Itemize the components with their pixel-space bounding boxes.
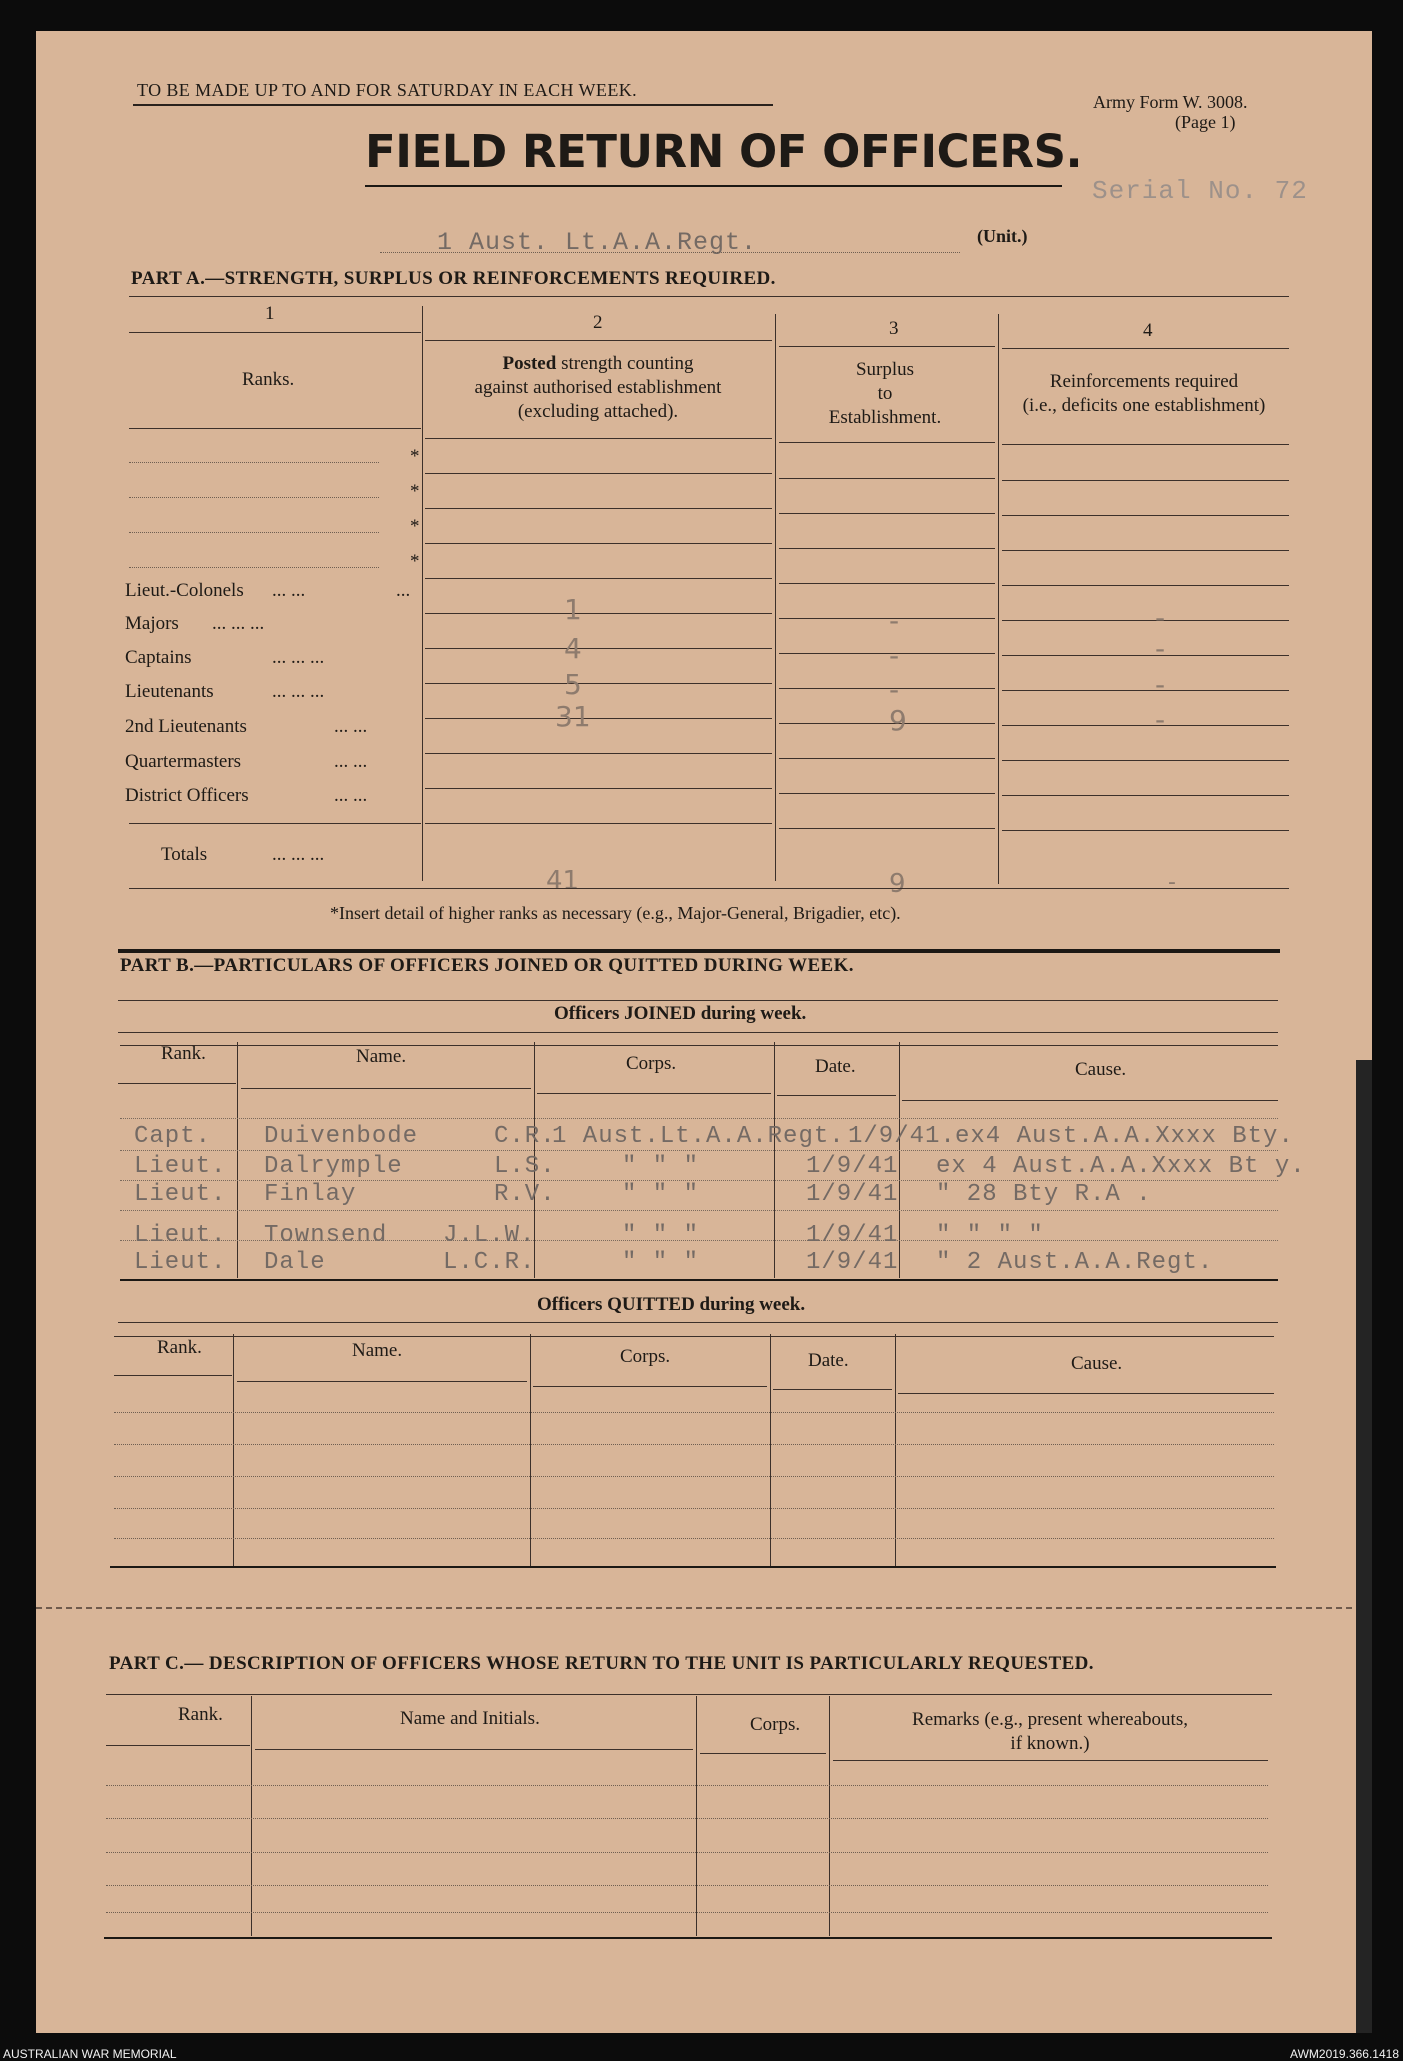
rule xyxy=(104,1937,1272,1939)
part-a-footnote: *Insert detail of higher ranks as necessary (e.g., Major-General, Brigadier, etc). xyxy=(330,903,901,923)
col-number-3: 3 xyxy=(889,318,899,339)
rule xyxy=(120,1150,1278,1151)
unit-underline xyxy=(380,252,960,253)
blank-rank-line xyxy=(129,497,379,498)
surplus-header-line3: Establishment. xyxy=(828,407,942,428)
reinf-captains: - xyxy=(1155,668,1166,701)
joined-date: 1/9/41 xyxy=(806,1153,899,1180)
col-divider xyxy=(237,1042,238,1278)
rank-captains: Captains xyxy=(125,647,192,668)
rule xyxy=(779,723,995,724)
rule xyxy=(129,888,1289,889)
quitted-col-name: Name. xyxy=(352,1340,403,1361)
col-divider xyxy=(899,1042,900,1278)
joined-name: Finlay xyxy=(264,1181,357,1208)
quitted-col-date: Date. xyxy=(808,1350,849,1371)
rule xyxy=(114,1444,1274,1445)
part-c-col-corps: Corps. xyxy=(750,1714,801,1735)
col-divider xyxy=(233,1334,234,1566)
joined-name: Dalrymple xyxy=(264,1153,403,1180)
joined-date: 1/9/41. xyxy=(848,1123,956,1150)
reinf-header-line2: (i.e., deficits one establishment) xyxy=(1022,395,1266,416)
rank-quartermasters: Quartermasters xyxy=(125,751,242,772)
rule xyxy=(425,823,772,824)
rule xyxy=(106,1745,250,1746)
rule xyxy=(700,1753,826,1754)
rule xyxy=(779,583,995,584)
quitted-col-cause: Cause. xyxy=(1071,1353,1123,1374)
joined-rank: Capt. xyxy=(134,1123,212,1150)
reinf-majors: - xyxy=(1155,632,1166,665)
joined-rank: Lieut. xyxy=(134,1249,227,1276)
rule xyxy=(779,828,995,829)
surplus-majors: - xyxy=(889,639,900,672)
col-reinf-header xyxy=(998,370,1290,418)
rule xyxy=(833,1760,1268,1761)
col-divider xyxy=(251,1696,252,1936)
rule xyxy=(1002,585,1289,586)
joined-corps: " " " xyxy=(622,1249,700,1276)
rule xyxy=(898,1393,1274,1394)
rule xyxy=(779,793,995,794)
rule xyxy=(106,1694,1272,1695)
rule xyxy=(425,648,772,649)
rank-leader: ... ... xyxy=(334,751,368,772)
joined-corps: " " " xyxy=(622,1181,700,1208)
star-marker: * xyxy=(410,481,420,502)
instruction-underline xyxy=(133,104,773,106)
joined-corps: " " " xyxy=(622,1153,700,1180)
unit-name: 1 Aust. Lt.A.A.Regt. xyxy=(437,228,758,257)
rule xyxy=(129,823,421,824)
rank-leader: ... ... ... xyxy=(272,681,325,702)
binding-strip xyxy=(1356,1060,1372,2033)
rule xyxy=(425,438,772,439)
joined-initials: L.C.R. xyxy=(443,1249,536,1276)
part-b-title: PART B.—PARTICULARS OF OFFICERS JOINED OR QUITTED DURING WEEK. xyxy=(120,955,854,976)
rule xyxy=(425,718,772,719)
joined-initials: L.S. xyxy=(494,1153,556,1180)
rule xyxy=(120,1210,1278,1211)
reinf-lieutenants: - xyxy=(1155,703,1166,736)
rule xyxy=(1002,830,1289,831)
rule xyxy=(114,1476,1274,1477)
joined-cause: " 2 Aust.A.A.Regt. xyxy=(936,1249,1214,1276)
rule xyxy=(1002,444,1289,445)
part-c-col-rank: Rank. xyxy=(178,1704,223,1725)
joined-name: Duivenbode xyxy=(264,1123,419,1150)
rule xyxy=(110,1566,1276,1568)
rank-2nd-lieutenants: 2nd Lieutenants xyxy=(125,716,247,737)
joined-rank: Lieut. xyxy=(134,1153,227,1180)
part-c-title: PART C.— DESCRIPTION OF OFFICERS WHOSE RETURN TO THE UNIT IS PARTICULARLY REQUESTED. xyxy=(109,1653,1094,1674)
col-surplus-header xyxy=(780,358,990,430)
col-ranks-header: Ranks. xyxy=(242,369,295,390)
rule xyxy=(425,543,772,544)
rule xyxy=(777,1095,896,1096)
star-marker: * xyxy=(410,551,420,572)
rule xyxy=(779,688,995,689)
joined-corps: " " " xyxy=(622,1222,700,1249)
part-c-col-name: Name and Initials. xyxy=(400,1708,540,1729)
rule xyxy=(425,753,772,754)
rule xyxy=(779,653,995,654)
joined-date: 1/9/41 xyxy=(806,1249,899,1276)
section-divider xyxy=(118,949,1280,953)
joined-col-date: Date. xyxy=(815,1056,856,1077)
rule xyxy=(779,346,995,347)
col-divider xyxy=(895,1334,896,1566)
col-posted-header xyxy=(428,352,768,424)
surplus-captains: - xyxy=(889,673,900,706)
rule xyxy=(1002,760,1289,761)
posted-header-line1 xyxy=(428,352,768,376)
rule xyxy=(118,1032,1278,1033)
rule xyxy=(425,613,772,614)
reinf-lieut-colonels: - xyxy=(1155,601,1166,634)
rank-lieutenants: Lieutenants xyxy=(125,681,214,702)
posted-captains: 5 xyxy=(564,668,582,701)
rule xyxy=(106,1885,1268,1886)
col-divider xyxy=(829,1696,830,1936)
rule xyxy=(779,548,995,549)
rule xyxy=(106,1912,1268,1913)
part-a-top-rule xyxy=(129,296,1289,297)
rule xyxy=(425,473,772,474)
joined-cause: ex4 Aust.A.A.Xxxx Bty. xyxy=(955,1123,1294,1150)
posted-bold: Posted xyxy=(502,353,557,374)
blank-rank-line xyxy=(129,567,379,568)
rule xyxy=(425,340,772,341)
rank-leader: ... ... ... xyxy=(212,613,265,634)
form-number: Army Form W. 3008. xyxy=(1093,92,1248,112)
joined-corps: 1 Aust.Lt.A.A.Regt. xyxy=(552,1123,845,1150)
col-divider xyxy=(774,1042,775,1278)
remarks-line1: Remarks (e.g., present whereabouts, xyxy=(912,1709,1188,1730)
surplus-header-line1: Surplus xyxy=(855,359,915,380)
rule xyxy=(779,618,995,619)
form-title: FIELD RETURN OF OFFICERS. xyxy=(365,125,1083,178)
rule xyxy=(533,1386,767,1387)
rule xyxy=(241,1088,531,1089)
rule xyxy=(425,578,772,579)
rank-leader: ... ... ... xyxy=(272,647,325,668)
footer-accession: AWM2019.366.1418 xyxy=(1290,2047,1399,2061)
quitted-heading: Officers QUITTED during week. xyxy=(537,1294,806,1315)
rank-district-officers: District Officers xyxy=(125,785,249,806)
title-underline xyxy=(365,185,1062,187)
rule xyxy=(106,1852,1268,1853)
page-number: (Page 1) xyxy=(1175,112,1236,132)
rule xyxy=(779,758,995,759)
rule xyxy=(114,1508,1274,1509)
blank-rank-line xyxy=(129,532,379,533)
rule xyxy=(425,508,772,509)
surplus-header-line2: to xyxy=(877,383,893,404)
joined-rank: Lieut. xyxy=(134,1181,227,1208)
rule xyxy=(779,478,995,479)
blank-rank-line xyxy=(129,462,379,463)
joined-col-rank: Rank. xyxy=(161,1043,206,1064)
rank-leader: ... ... xyxy=(334,716,368,737)
joined-cause: " " " " xyxy=(936,1222,1044,1249)
perforation-line xyxy=(36,1607,1372,1609)
total-reinf: - xyxy=(1168,870,1176,895)
rule xyxy=(114,1336,1274,1337)
remarks-line2: if known.) xyxy=(1010,1733,1090,1754)
rule xyxy=(118,1083,236,1084)
total-posted: 41 xyxy=(546,866,580,896)
rule xyxy=(1002,690,1289,691)
rule xyxy=(1002,515,1289,516)
col-divider xyxy=(696,1696,697,1936)
joined-rank: Lieut. xyxy=(134,1222,227,1249)
totals-leader: ... ... ... xyxy=(272,844,325,865)
joined-initials: C.R. xyxy=(494,1123,556,1150)
rule xyxy=(129,332,421,333)
rule xyxy=(425,683,772,684)
posted-lieutenants: 31 xyxy=(555,700,591,733)
rule xyxy=(537,1093,771,1094)
col-divider xyxy=(530,1334,531,1566)
joined-initials: J.L.W. xyxy=(443,1222,536,1249)
joined-col-cause: Cause. xyxy=(1075,1059,1127,1080)
part-c-col-remarks xyxy=(835,1708,1265,1756)
rule xyxy=(237,1381,527,1382)
posted-majors: 4 xyxy=(564,632,582,665)
col-number-2: 2 xyxy=(593,312,603,333)
rank-leader: ... xyxy=(396,580,411,601)
joined-col-name: Name. xyxy=(356,1046,407,1067)
joined-date: 1/9/41 xyxy=(806,1222,899,1249)
surplus-lieutenants: 9 xyxy=(889,704,907,737)
joined-name: Townsend xyxy=(264,1222,388,1249)
rule xyxy=(1002,795,1289,796)
rule xyxy=(773,1389,892,1390)
rule xyxy=(118,1000,1278,1001)
rule xyxy=(114,1412,1274,1413)
reinf-header-line1: Reinforcements required xyxy=(1049,371,1239,392)
joined-cause: ex 4 Aust.A.A.Xxxx Bt y. xyxy=(936,1153,1306,1180)
col-number-1: 1 xyxy=(265,303,275,324)
rule xyxy=(255,1749,693,1750)
rule xyxy=(779,442,995,443)
total-surplus: 9 xyxy=(889,869,906,899)
col-number-4: 4 xyxy=(1143,320,1153,341)
rank-lieut-colonels: Lieut.-Colonels xyxy=(125,580,244,601)
posted-header-line2: against authorised establishment xyxy=(474,377,722,398)
posted-rest: strength counting xyxy=(556,353,694,374)
rule xyxy=(1002,655,1289,656)
col-divider xyxy=(770,1334,771,1566)
rule xyxy=(425,788,772,789)
totals-label: Totals xyxy=(161,844,208,865)
posted-header-line3: (excluding attached). xyxy=(517,401,679,422)
rank-leader: ... ... xyxy=(272,580,306,601)
joined-date: 1/9/41 xyxy=(806,1181,899,1208)
col-divider-1 xyxy=(422,306,423,881)
rule xyxy=(1002,480,1289,481)
rule xyxy=(120,1279,1278,1281)
rule xyxy=(1002,550,1289,551)
rule xyxy=(1002,348,1289,349)
rule xyxy=(1002,725,1289,726)
rule xyxy=(106,1785,1268,1786)
unit-label: (Unit.) xyxy=(977,226,1028,246)
quitted-col-corps: Corps. xyxy=(620,1346,671,1367)
rule xyxy=(902,1100,1278,1101)
rule xyxy=(1002,620,1289,621)
rule xyxy=(118,1322,1278,1323)
footer-credit: AUSTRALIAN WAR MEMORIAL xyxy=(3,2047,177,2061)
quitted-col-rank: Rank. xyxy=(157,1337,202,1358)
rule xyxy=(779,513,995,514)
star-marker: * xyxy=(410,516,420,537)
rule xyxy=(114,1375,232,1376)
rule xyxy=(120,1118,1278,1119)
instruction-text: TO BE MADE UP TO AND FOR SATURDAY IN EACH WEEK. xyxy=(137,80,638,100)
col-divider-2 xyxy=(775,314,776,881)
star-marker: * xyxy=(410,446,420,467)
rule xyxy=(114,1538,1274,1539)
posted-lieut-colonels: 1 xyxy=(564,593,582,626)
joined-heading: Officers JOINED during week. xyxy=(554,1003,807,1024)
rule xyxy=(106,1818,1268,1819)
rank-leader: ... ... xyxy=(334,785,368,806)
rule xyxy=(120,1045,1278,1046)
form-sheet xyxy=(36,31,1372,2033)
serial-number: Serial No. 72 xyxy=(1092,176,1308,206)
surplus-lieut-colonels: - xyxy=(889,604,900,637)
part-a-title: PART A.—STRENGTH, SURPLUS OR REINFORCEMENTS REQUIRED. xyxy=(131,268,776,289)
rank-majors: Majors xyxy=(125,613,179,634)
joined-name: Dale xyxy=(264,1249,326,1276)
joined-initials: R.V. xyxy=(494,1181,556,1208)
joined-col-corps: Corps. xyxy=(626,1053,677,1074)
rule xyxy=(129,428,421,429)
joined-cause: " 28 Bty R.A . xyxy=(936,1181,1152,1208)
